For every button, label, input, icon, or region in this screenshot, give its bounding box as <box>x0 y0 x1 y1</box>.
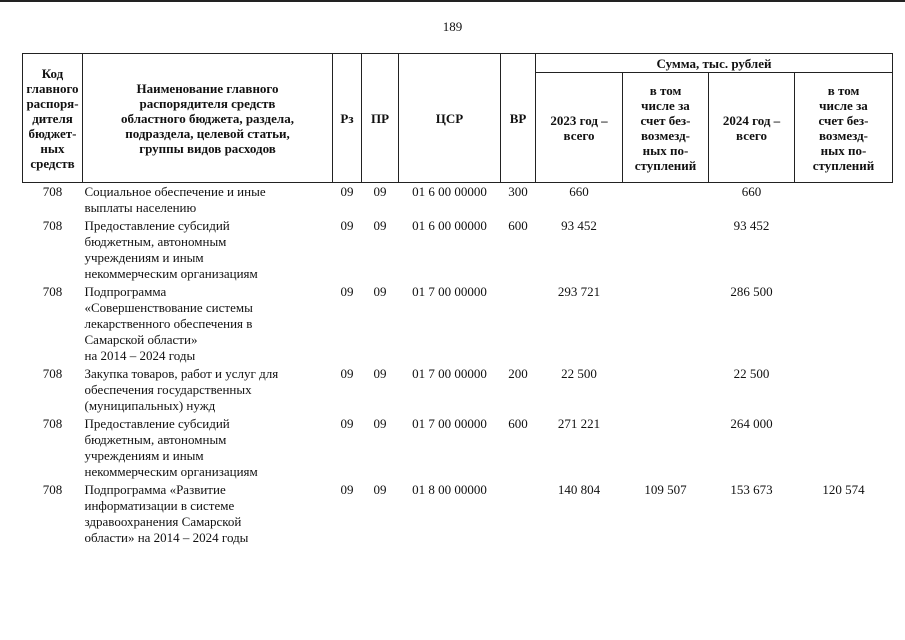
row-csr: 01 7 00 00000 <box>412 416 487 431</box>
row-rz: 09 <box>340 416 354 431</box>
row-csr: 01 6 00 00000 <box>412 184 487 199</box>
table-row <box>23 183 893 218</box>
row-free-2024 <box>795 415 893 481</box>
row-sum-2023: 660 <box>569 184 589 199</box>
table-row <box>23 283 893 365</box>
budget-table <box>22 53 893 547</box>
header-name: Наименование главного распорядителя средств областного бюджета, раздела, подраздела, целевой статьи, группы видов расходов <box>83 54 333 183</box>
row-pr: 09 <box>373 184 387 199</box>
page-number: 189 <box>442 19 463 34</box>
row-vr: 600 <box>508 416 528 431</box>
row-code: 708 <box>42 218 63 233</box>
row-rz: 09 <box>340 184 354 199</box>
row-free-2023 <box>623 415 709 481</box>
row-pr: 09 <box>373 482 387 497</box>
top-rule <box>0 0 905 2</box>
row-vr: 300 <box>508 184 528 199</box>
row-sum-2024: 153 673 <box>730 482 773 497</box>
row-sum-2023: 93 452 <box>561 218 597 233</box>
row-free-2024: 120 574 <box>822 482 865 497</box>
row-csr: 01 6 00 00000 <box>412 218 487 233</box>
row-vr: 600 <box>508 218 528 233</box>
table-row <box>23 415 893 481</box>
row-name: Подпрограмма «Совершенствование системы лекарственного обеспечения в Самарской области» на 2014 – 2024 годы <box>84 284 253 363</box>
row-name: Предоставление субсидий бюджетным, автономным учреждениям и иным некоммерческим организациям <box>84 416 258 479</box>
row-csr: 01 7 00 00000 <box>412 366 487 381</box>
row-free-2024 <box>795 283 893 365</box>
header-sum: Сумма, тыс. рублей <box>536 54 893 73</box>
header-2024-free: в том числе за счет без- возмезд- ных по- ступлений <box>795 73 893 183</box>
row-code: 708 <box>42 482 63 497</box>
row-rz: 09 <box>340 218 354 233</box>
header-pr: ПР <box>362 54 399 183</box>
row-sum-2024: 22 500 <box>733 366 770 381</box>
row-free-2023: 109 507 <box>644 482 687 497</box>
row-csr: 01 8 00 00000 <box>412 482 487 497</box>
row-code: 708 <box>42 416 63 431</box>
row-rz: 09 <box>340 482 354 497</box>
row-name: Социальное обеспечение и иные выплаты населению <box>84 184 266 215</box>
row-sum-2023: 140 804 <box>557 482 601 497</box>
row-sum-2024: 93 452 <box>733 218 770 233</box>
row-code: 708 <box>42 184 63 199</box>
row-free-2023 <box>623 183 709 218</box>
row-free-2024 <box>795 365 893 415</box>
row-code: 708 <box>42 284 63 299</box>
row-free-2023 <box>623 365 709 415</box>
row-sum-2024: 660 <box>741 184 762 199</box>
table-row <box>23 217 893 283</box>
row-free-2024 <box>795 183 893 218</box>
row-vr: 200 <box>508 366 528 381</box>
header-2023-free: в том числе за счет без- возмезд- ных по- ступлений <box>623 73 709 183</box>
row-name: Закупка товаров, работ и услуг для обеспечения государственных (муниципальных) нужд <box>84 366 279 413</box>
row-pr: 09 <box>373 366 387 381</box>
row-name: Подпрограмма «Развитие информатизации в системе здравоохранения Самарской области» на 2014 – 2024 годы <box>84 482 249 545</box>
row-sum-2023: 22 500 <box>561 366 597 381</box>
row-sum-2024: 264 000 <box>730 416 773 431</box>
header-csr: ЦСР <box>399 54 501 183</box>
row-sum-2024: 286 500 <box>730 284 773 299</box>
row-free-2024 <box>795 217 893 283</box>
row-free-2023 <box>623 283 709 365</box>
row-free-2023 <box>623 217 709 283</box>
row-pr: 09 <box>373 284 387 299</box>
row-csr: 01 7 00 00000 <box>412 284 487 299</box>
row-vr <box>501 481 536 547</box>
header-2023-total: 2023 год – всего <box>536 73 623 183</box>
header-rz: Рз <box>333 54 362 183</box>
table-row <box>23 481 893 547</box>
table-row <box>23 365 893 415</box>
row-sum-2023: 271 221 <box>557 416 601 431</box>
header-code: Код главного распоря- дителя бюджет- ных средств <box>23 54 83 183</box>
row-pr: 09 <box>373 416 387 431</box>
header-2024-total: 2024 год – всего <box>709 73 795 183</box>
row-rz: 09 <box>340 366 354 381</box>
row-vr <box>501 283 536 365</box>
row-rz: 09 <box>340 284 354 299</box>
header-vr: ВР <box>501 54 536 183</box>
row-pr: 09 <box>373 218 387 233</box>
row-sum-2023: 293 721 <box>557 284 601 299</box>
row-code: 708 <box>42 366 63 381</box>
row-name: Предоставление субсидий бюджетным, автономным учреждениям и иным некоммерческим организациям <box>84 218 258 281</box>
